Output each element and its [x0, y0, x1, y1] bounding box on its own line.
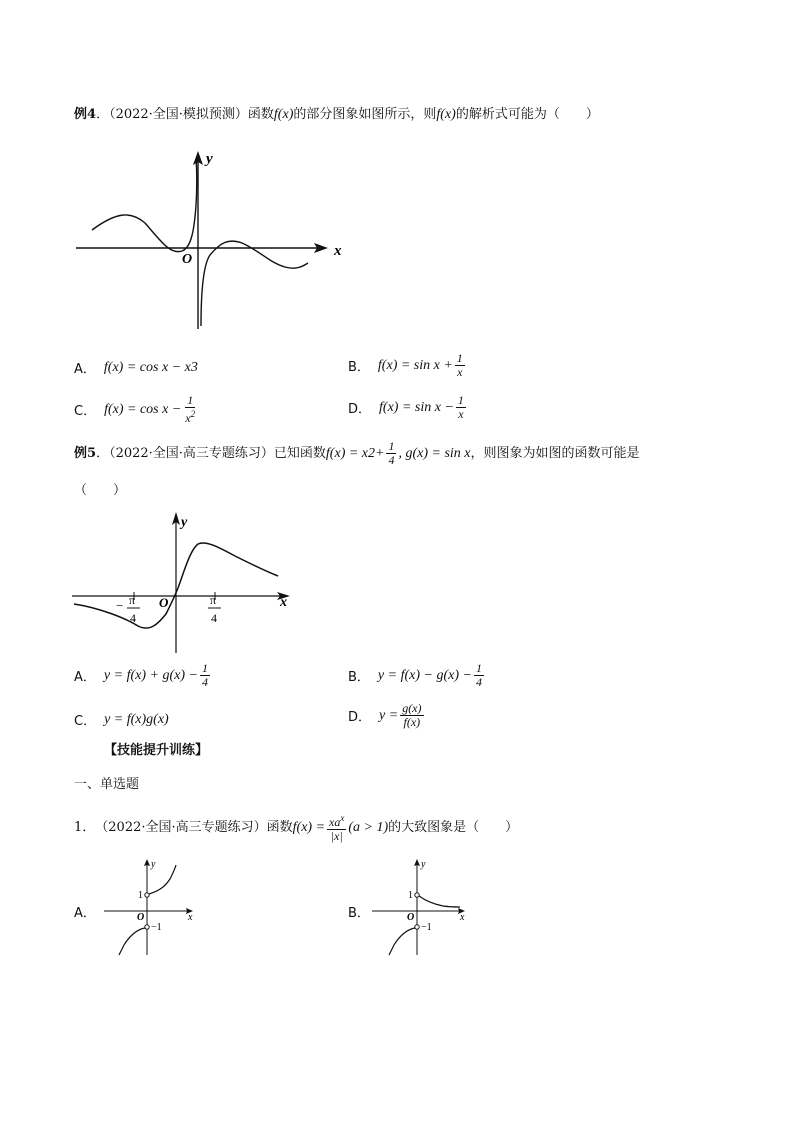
- ex4-option-d-expr: f(x) = sin x −: [379, 399, 454, 415]
- ex4-option-d-key: D．: [348, 402, 372, 417]
- ex4-question: [74, 106, 599, 124]
- ex4-tail: 的解析式可能为（ ）: [455, 107, 599, 122]
- section-title: 【技能提升训练】: [104, 743, 209, 758]
- ex5-ylabel: y: [181, 515, 188, 530]
- ex4-fx-1: f(x): [273, 107, 294, 122]
- ex5-option-b-expr: y = f(x) − g(x) −: [377, 667, 472, 683]
- ex5-option-a-frac: [200, 662, 210, 689]
- ex5-neg-pi: π: [129, 593, 136, 607]
- ex5-plus: +: [375, 445, 385, 461]
- q1-frac: [327, 812, 346, 843]
- ex4-curve-right: [201, 241, 308, 326]
- ex5-option-a-den: 4: [201, 675, 208, 689]
- q1-b-open-bottom: [415, 925, 419, 929]
- ex5-neg-four: 4: [130, 611, 136, 625]
- ex4-option-c-den-base: x: [185, 411, 191, 425]
- ex4-option-c-frac: [183, 394, 197, 425]
- ex4-option-d-frac: [456, 394, 466, 421]
- ex5-label: 例: [74, 445, 88, 461]
- ex5-option-c-expr: y = f(x)g(x): [104, 711, 169, 727]
- q1-b-y-arrow: [414, 859, 420, 866]
- ex5-den: 4: [388, 453, 395, 467]
- ex5-option-d-num: g(x): [402, 701, 422, 715]
- q1-b-origin: O: [407, 912, 415, 923]
- ex4-option-b-den: x: [457, 365, 463, 379]
- ex4-graph: [70, 145, 360, 335]
- ex4-source: ．（2022·全国·模拟预测）函数: [96, 107, 274, 122]
- ex4-mid: 的部分图象如图所示，则: [293, 107, 437, 122]
- ex4-fx-2: f(x): [436, 107, 456, 122]
- ex4-option-d[interactable]: [348, 394, 468, 421]
- q1-a-open-bottom: [145, 925, 149, 929]
- q1-question: [74, 812, 518, 843]
- ex4-number: 4: [87, 107, 97, 122]
- q1-den: |x|: [330, 829, 343, 843]
- q1-a-curve-left: [119, 928, 145, 955]
- ex4-option-b[interactable]: [348, 352, 467, 379]
- q1-a-ylabel: y: [151, 859, 156, 870]
- ex4-option-b-key: B．: [348, 360, 370, 375]
- ex4-option-a-key: A．: [74, 362, 96, 377]
- q1-option-b-graph: [368, 855, 473, 957]
- q1-num: [327, 812, 346, 830]
- ex4-option-c-den: [183, 408, 197, 425]
- ex4-option-b-frac: [455, 352, 465, 379]
- ex5-option-a-num: 1: [201, 661, 208, 675]
- ex5-graph: [70, 508, 300, 658]
- ex5-option-b-den: 4: [475, 675, 482, 689]
- ex4-ylabel: y: [206, 151, 213, 167]
- ex5-pos-four: 4: [211, 611, 217, 625]
- q1-a-one: 1: [138, 890, 143, 901]
- ex5-neg-sign: −: [116, 598, 124, 613]
- ex4-option-a[interactable]: [74, 358, 198, 377]
- ex4-xlabel: x: [334, 243, 342, 259]
- q1-a-open-top: [145, 893, 149, 897]
- ex5-num: 1: [388, 439, 395, 453]
- ex5-gdef: , g(x) = sin x: [398, 445, 471, 461]
- q1-a-xlabel: x: [188, 912, 193, 923]
- q1-num-base: xa: [329, 815, 341, 829]
- ex5-option-d[interactable]: [348, 702, 426, 729]
- q1-b-xlabel: x: [460, 912, 465, 923]
- ex5-tail: ，则图象为如图的函数可能是: [470, 445, 640, 461]
- ex5-paren: （ ）: [74, 483, 127, 498]
- ex5-option-a[interactable]: [74, 662, 212, 689]
- q1-a-origin: O: [137, 912, 145, 923]
- q1-a-y-arrow: [144, 859, 150, 866]
- ex5-option-b-key: B．: [348, 670, 370, 685]
- ex5-fdef: f(x) = x: [325, 445, 369, 461]
- q1-b-curve-left: [389, 928, 415, 955]
- q1-b-one: 1: [408, 890, 413, 901]
- ex5-fsup: 2: [368, 445, 376, 461]
- q1-source: （2022·全国·高三专题练习）函数: [95, 819, 293, 835]
- ex5-option-d-expr: y =: [379, 707, 399, 723]
- ex4-origin: O: [182, 252, 193, 267]
- q1-b-open-top: [415, 893, 419, 897]
- ex5-option-d-key: D．: [348, 710, 372, 725]
- ex5-option-c-key: C．: [74, 714, 97, 729]
- ex5-number: 5: [87, 445, 97, 461]
- ex4-option-b-num: 1: [456, 351, 463, 365]
- q1-option-b-key: B．: [348, 906, 370, 921]
- section-subtitle: 一、单选题: [74, 777, 140, 792]
- ex4-option-c-expr: f(x) = cos x −: [104, 401, 182, 417]
- ex4-curve-left: [92, 159, 197, 252]
- ex5-option-c[interactable]: [74, 710, 169, 729]
- ex4-option-c-key: C．: [74, 404, 97, 419]
- q1-option-a-key: A．: [74, 906, 96, 921]
- ex5-option-a-expr: y = f(x) + g(x) −: [103, 667, 198, 683]
- ex4-option-c-den-sup: 2: [190, 409, 196, 419]
- q1-number: 1．: [74, 819, 96, 835]
- ex5-option-b-num: 1: [475, 661, 482, 675]
- ex4-option-c-num: 1: [187, 393, 194, 407]
- q1-cond: (a > 1): [348, 819, 389, 835]
- ex4-option-d-num: 1: [457, 393, 464, 407]
- ex4-option-c[interactable]: [74, 394, 199, 425]
- ex5-source: ．（2022·全国·高三专题练习）已知函数: [96, 445, 326, 461]
- ex5-option-d-den: f(x): [403, 715, 421, 729]
- ex4-option-a-expr: f(x) = cos x − x: [103, 359, 191, 375]
- ex5-option-a-key: A．: [74, 670, 96, 685]
- q1-b-curve-right: [419, 896, 460, 907]
- q1-b-neg: −1: [421, 922, 432, 933]
- ex5-xlabel: x: [280, 595, 287, 610]
- ex5-pos-pi: π: [210, 593, 217, 607]
- q1-b-ylabel: y: [421, 859, 426, 870]
- q1-option-a-graph: [100, 855, 200, 957]
- q1-a-neg: −1: [151, 922, 162, 933]
- ex5-frac: [386, 440, 396, 467]
- q1-tail: 的大致图象是（ ）: [388, 819, 519, 835]
- ex5-option-b[interactable]: [348, 662, 486, 689]
- ex5-question: [74, 440, 640, 467]
- ex4-option-b-expr: f(x) = sin x +: [377, 357, 453, 373]
- ex4-label: 例: [74, 107, 88, 122]
- ex4-option-a-sup: 3: [190, 359, 198, 375]
- q1-num-sup: x: [340, 813, 345, 823]
- ex5-option-d-frac: [400, 702, 423, 729]
- ex5-origin: O: [159, 595, 169, 610]
- ex5-option-b-frac: [474, 662, 484, 689]
- q1-fx: f(x) =: [292, 819, 326, 835]
- ex4-option-d-den: x: [458, 407, 464, 421]
